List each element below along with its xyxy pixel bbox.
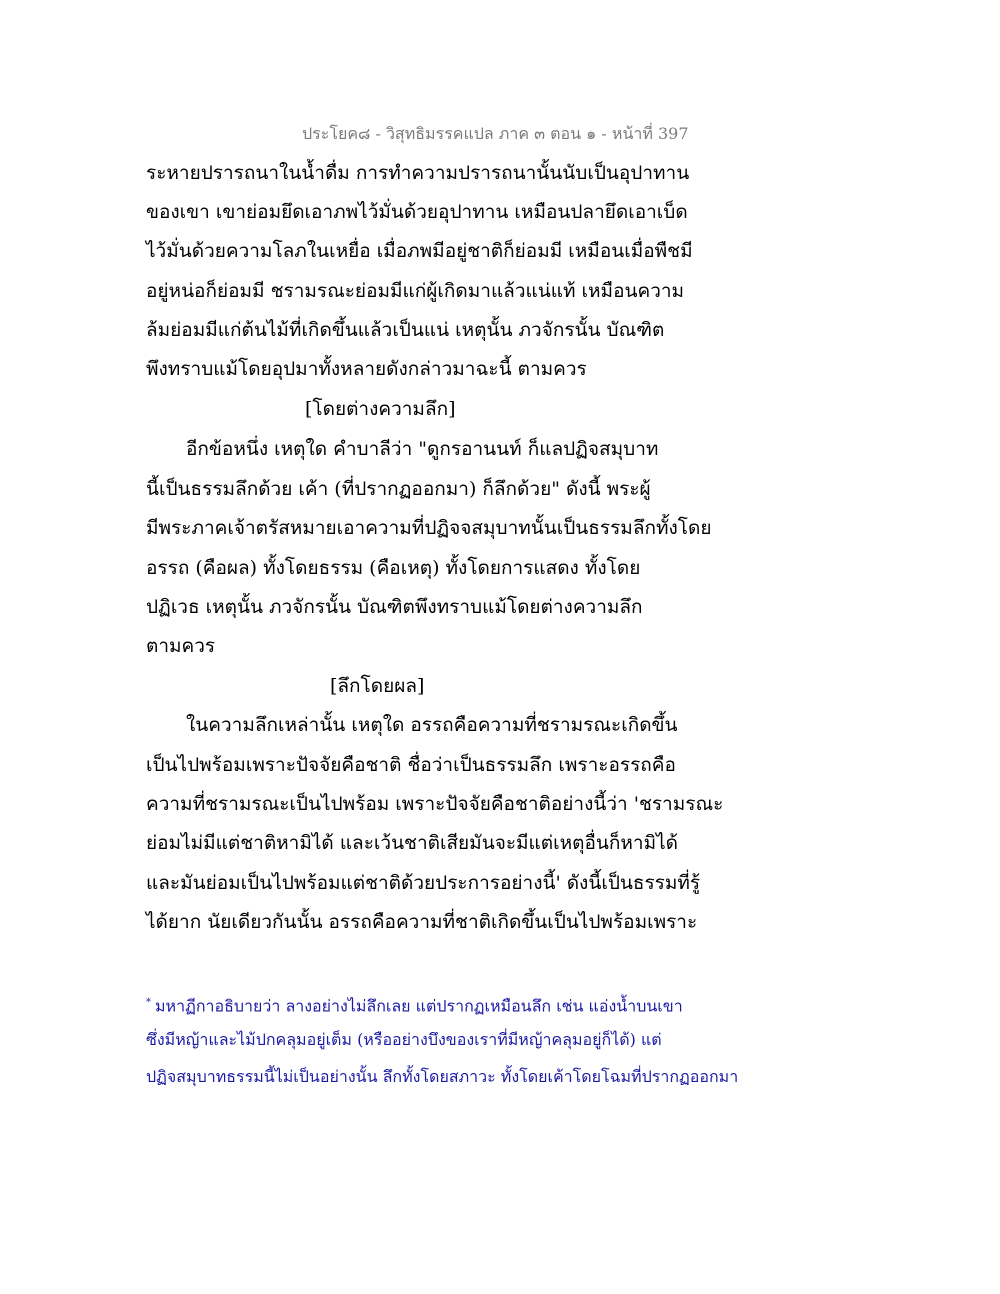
body-line: อีกข้อหนึ่ง เหตุใด คำบาลีว่า "ดูกรอานนท์ ก็แลปฏิจสมุบาท [186, 438, 659, 460]
body-line: และมันย่อมเป็นไปพร้อมแต่ชาติด้วยประการอย่างนี้' ดังนี้เป็นธรรมที่รู้ [146, 872, 701, 894]
body-line: ไว้มั่นด้วยความโลภในเหยื่อ เมื่อภพมีอยู่ชาติก็ย่อมมี เหมือนเมื่อพืชมี [146, 240, 693, 262]
footnote-marker: * [146, 997, 151, 1008]
footnote-line [146, 992, 683, 1017]
body-line: ปฏิเวธ เหตุนั้น ภวจักรนั้น บัณฑิตพึงทราบแม้โดยต่างความลึก [146, 596, 643, 618]
page-header: ประโยค๘ - วิสุทธิมรรคแปล ภาค ๓ ตอน ๑ - หน้าที่ 397 [302, 124, 689, 143]
body-line: ของเขา เขาย่อมยึดเอาภพไว้มั่นด้วยอุปาทาน เหมือนปลายึดเอาเบ็ด [146, 201, 688, 223]
body-line: ระหายปรารถนาในน้ำดื่ม การทำความปรารถนานั้นนับเป็นอุปาทาน [146, 162, 690, 184]
body-line: มีพระภาคเจ้าตรัสหมายเอาความที่ปฏิจจสมุบาทนั้นเป็นธรรมลึกทั้งโดย [146, 517, 712, 539]
section-heading: [โดยต่างความลึก] [305, 398, 456, 420]
body-line: ความที่ชรามรณะเป็นไปพร้อม เพราะปัจจัยคือชาติอย่างนี้ว่า 'ชรามรณะ [146, 793, 724, 815]
body-line: นี้เป็นธรรมลึกด้วย เค้า (ที่ปรากฏออกมา) ก็ลึกด้วย" ดังนี้ พระผู้ [146, 478, 651, 500]
body-line: เป็นไปพร้อมเพราะปัจจัยคือชาติ ชื่อว่าเป็นธรรมลึก เพราะอรรถคือ [146, 754, 676, 776]
footnote-line: ปฏิจสมุบาทธรรมนี้ไม่เป็นอย่างนั้น ลึกทั้งโดยสภาวะ ทั้งโดยเค้าโดยโฉมที่ปรากฏออกมา [146, 1067, 739, 1086]
body-line: ได้ยาก นัยเดียวกันนั้น อรรถคือความที่ชาติเกิดขึ้นเป็นไปพร้อมเพราะ [146, 911, 698, 933]
body-line: ตามควร [146, 635, 216, 657]
body-line: พึงทราบแม้โดยอุปมาทั้งหลายดังกล่าวมาฉะนี้ ตามควร [146, 358, 587, 380]
body-line: ล้มย่อมมีแก่ต้นไม้ที่เกิดขึ้นแล้วเป็นแน่ เหตุนั้น ภวจักรนั้น บัณฑิต [146, 319, 665, 341]
footnote-line: ซึ่งมีหญ้าและไม้ปกคลุมอยู่เต็ม (หรืออย่างบึงของเราที่มีหญ้าคลุมอยู่ก็ได้) แต่ [146, 1030, 662, 1049]
section-heading: [ลึกโดยผล] [330, 675, 425, 697]
body-line: ย่อมไม่มีแต่ชาติหามิได้ และเว้นชาติเสียมันจะมีแต่เหตุอื่นก็หามิได้ [146, 832, 679, 854]
footnote-text: มหาฏีกาอธิบายว่า ลางอย่างไม่ลึกเลย แต่ปรากฏเหมือนลึก เช่น แอ่งน้ำบนเขา [155, 996, 683, 1016]
body-line: อรรถ (คือผล) ทั้งโดยธรรม (คือเหตุ) ทั้งโดยการแสดง ทั้งโดย [146, 557, 641, 579]
body-line: ในความลึกเหล่านั้น เหตุใด อรรถคือความที่ชรามรณะเกิดขึ้น [186, 714, 678, 736]
body-line: อยู่หน่อก็ย่อมมี ชรามรณะย่อมมีแก่ผู้เกิดมาแล้วแน่แท้ เหมือนความ [146, 280, 685, 302]
